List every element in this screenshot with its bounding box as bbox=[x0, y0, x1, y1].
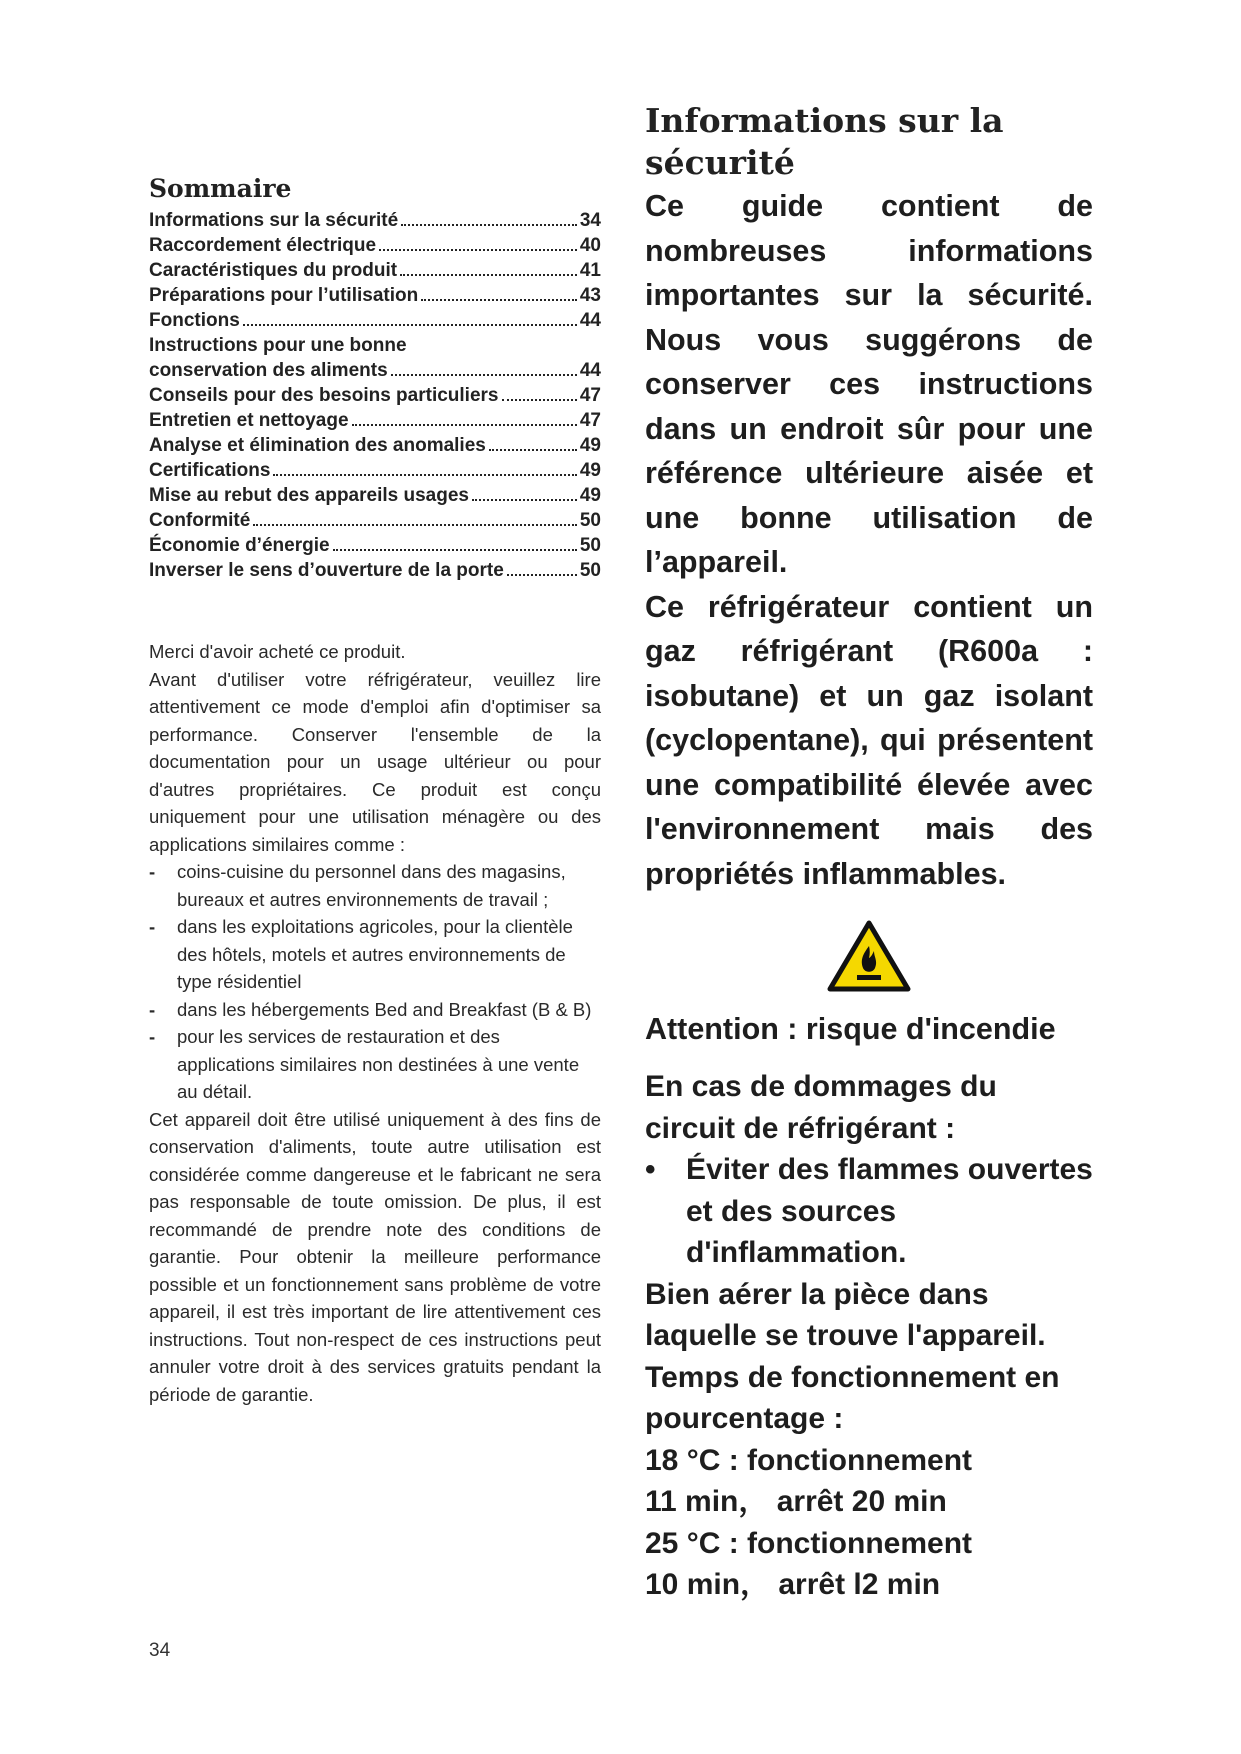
warning-sign bbox=[645, 920, 1093, 994]
toc-entry-label: Raccordement électrique bbox=[149, 235, 377, 256]
toc-entry-page: 50 bbox=[579, 560, 601, 581]
toc-entry-page: 47 bbox=[579, 410, 601, 431]
safety-paragraph-1: Ce guide contient de nombreuses informations importantes sur la sécurité. Nous vous suggérons de conserver ces instructions dans un endroit sûr pour une référence ultérieure aisée et une bonne utilisation de l’appareil. bbox=[645, 189, 1093, 579]
toc-entry-label: Instructions pour une bonne bbox=[149, 335, 407, 356]
runtime-heading: Temps de fonctionnement en pourcentage : bbox=[645, 1360, 1060, 1435]
intended-use-item: - dans les hébergements Bed and Breakfast (B & B) bbox=[149, 996, 601, 1024]
toc-entry-page: 40 bbox=[579, 235, 601, 256]
toc-leader-dots bbox=[333, 549, 577, 551]
intended-use-item: - pour les services de restauration et des applications similaires non destinées à une vente au détail. bbox=[149, 1023, 601, 1106]
table-of-contents bbox=[149, 174, 601, 583]
toc-entry bbox=[149, 383, 601, 408]
toc-list bbox=[149, 208, 601, 583]
toc-leader-dots bbox=[400, 274, 577, 276]
toc-entry bbox=[149, 558, 601, 583]
toc-leader-dots bbox=[379, 249, 577, 251]
toc-entry bbox=[149, 333, 601, 358]
toc-entry-page: 49 bbox=[579, 435, 601, 456]
toc-entry bbox=[149, 283, 601, 308]
toc-entry-page: 34 bbox=[579, 210, 601, 231]
damage-bullet-item: • Éviter des flammes ouvertes et des sources d'inflammation. bbox=[645, 1149, 1093, 1274]
toc-leader-dots bbox=[352, 424, 577, 426]
intended-use-list bbox=[149, 858, 601, 1106]
intro-paragraph-2: Cet appareil doit être utilisé uniquement à des fins de conservation d'aliments, toute autre utilisation est considérée comme dangereuse et le fabricant ne sera pas responsable de toute omission. De plus, il est recommandé de prendre note des conditions de garantie. Pour obtenir la meilleure performance possible et un fonctionnement sans problème de votre appareil, il est très important de lire attentivement ces instructions. Tout non-respect de ces instructions peut annuler votre droit à des services gratuits pendant la période de garantie. bbox=[149, 1108, 601, 1405]
damage-intro: En cas de dommages du circuit de réfrigérant : bbox=[645, 1070, 997, 1145]
toc-entry-label: Entretien et nettoyage bbox=[149, 410, 349, 431]
toc-leader-dots bbox=[391, 374, 577, 376]
runtime-line: 18 °C : fonctionnement bbox=[645, 1443, 973, 1477]
toc-entry bbox=[149, 208, 601, 233]
ventilate-instruction: Bien aérer la pièce dans laquelle se trouve l'appareil. bbox=[645, 1277, 1046, 1352]
toc-title: Sommaire bbox=[149, 174, 292, 203]
toc-entry-page: 44 bbox=[579, 360, 601, 381]
toc-entry-page: 49 bbox=[579, 485, 601, 506]
toc-entry-page: 41 bbox=[579, 260, 601, 281]
fire-risk-warning: Attention : risque d'incendie bbox=[645, 1012, 1056, 1046]
safety-title bbox=[645, 100, 1093, 184]
runtime-lines bbox=[645, 1440, 1093, 1606]
toc-entry-label: Conseils pour des besoins particuliers bbox=[149, 385, 499, 406]
toc-entry-label: Inverser le sens d’ouverture de la porte bbox=[149, 560, 504, 581]
toc-entry-page: 50 bbox=[579, 535, 601, 556]
toc-entry-label: Fonctions bbox=[149, 310, 240, 331]
intended-use-item: - coins-cuisine du personnel dans des magasins, bureaux et autres environnements de travail ; bbox=[149, 858, 601, 913]
damage-bullets bbox=[645, 1149, 1093, 1274]
intro-paragraph-1: Avant d'utiliser votre réfrigérateur, veuillez lire attentivement ce mode d'emploi afin d'optimiser sa performance. Conserver l'ensemble de la documentation pour un usage ultérieur ou pour d'autres propriétaires. Ce produit est conçu uniquement pour une utilisation ménagère ou des applications similaires comme : bbox=[149, 668, 601, 855]
runtime-line: 11 min， arrêt 20 min bbox=[645, 1485, 947, 1518]
safety-title-line-2: sécurité bbox=[645, 143, 795, 182]
toc-leader-dots bbox=[502, 399, 577, 401]
toc-leader-dots bbox=[489, 449, 577, 451]
toc-entry bbox=[149, 308, 601, 333]
toc-entry bbox=[149, 508, 601, 533]
safety-paragraph-2: Ce réfrigérateur contient un gaz réfrigérant (R600a : isobutane) et un gaz isolant (cyclopentane), qui présentent une compatibilité élevée avec l'environnement mais des propriétés inflammables. bbox=[645, 589, 1093, 891]
intro-thanks: Merci d'avoir acheté ce produit. bbox=[149, 641, 406, 662]
toc-leader-dots bbox=[273, 474, 576, 476]
toc-entry bbox=[149, 233, 601, 258]
toc-entry bbox=[149, 483, 601, 508]
toc-entry bbox=[149, 258, 601, 283]
toc-entry-label: Mise au rebut des appareils usages bbox=[149, 485, 469, 506]
toc-leader-dots bbox=[401, 224, 577, 226]
toc-leader-dots bbox=[243, 324, 577, 326]
toc-entry-page: 47 bbox=[579, 385, 601, 406]
intended-use-item: - dans les exploitations agricoles, pour la clientèle des hôtels, motels et autres environnements de type résidentiel bbox=[149, 913, 601, 996]
safety-title-line-1: Informations sur la bbox=[645, 101, 1004, 140]
toc-entry-label: Économie d’énergie bbox=[149, 535, 330, 556]
toc-entry-page: 50 bbox=[579, 510, 601, 531]
toc-entry-label: Certifications bbox=[149, 460, 271, 481]
toc-entry bbox=[149, 358, 601, 383]
page-number: 34 bbox=[149, 1640, 171, 1661]
toc-leader-dots bbox=[421, 299, 577, 301]
toc-entry-label: Préparations pour l’utilisation bbox=[149, 285, 419, 306]
toc-entry bbox=[149, 533, 601, 558]
toc-entry bbox=[149, 408, 601, 433]
introduction bbox=[149, 638, 601, 1408]
flammable-warning-icon bbox=[827, 920, 911, 992]
toc-entry-label: Conformité bbox=[149, 510, 251, 531]
safety-section bbox=[645, 100, 1093, 1606]
runtime-line: 10 min， arrêt l2 min bbox=[645, 1568, 941, 1601]
toc-entry-label: conservation des aliments bbox=[149, 360, 388, 381]
toc-leader-dots bbox=[253, 524, 577, 526]
toc-entry-page: 44 bbox=[579, 310, 601, 331]
toc-entry-page: 49 bbox=[579, 460, 601, 481]
toc-entry-page: 43 bbox=[579, 285, 601, 306]
toc-entry bbox=[149, 433, 601, 458]
toc-entry bbox=[149, 458, 601, 483]
toc-leader-dots bbox=[507, 574, 577, 576]
toc-leader-dots bbox=[472, 499, 577, 501]
toc-entry-label: Informations sur la sécurité bbox=[149, 210, 399, 231]
runtime-line: 25 °C : fonctionnement bbox=[645, 1526, 973, 1560]
refrigerant-damage-instructions bbox=[645, 1066, 1093, 1606]
toc-entry-label: Caractéristiques du produit bbox=[149, 260, 398, 281]
toc-entry-label: Analyse et élimination des anomalies bbox=[149, 435, 486, 456]
